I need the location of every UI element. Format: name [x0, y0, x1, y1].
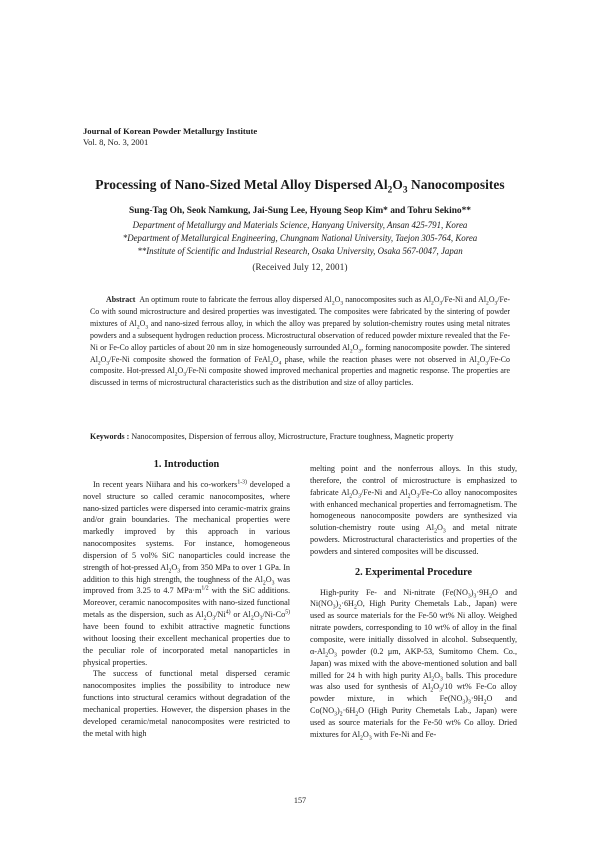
- received-date: (Received July 12, 2001): [252, 262, 348, 272]
- left-column: [83, 446, 290, 739]
- affiliation-1: Department of Metallurgy and Materials Science, Hanyang University, Ansan 425-791, Korea: [132, 220, 468, 230]
- page-number: 157: [293, 796, 307, 805]
- paper-title: Processing of Nano-Sized Metal Alloy Dispersed $Al_2O_3$ Nanocomposites: [95, 177, 505, 196]
- keywords: [90, 431, 530, 442]
- section-heading-experimental: 2. Experimental Procedure: [354, 566, 473, 578]
- affiliation-2: *Department of Metallurgical Engineering, Chungnam National University, Taejon 305-764, Korea: [122, 233, 478, 243]
- abstract: [90, 294, 510, 389]
- journal-name: Journal of Korean Powder Metallurgy Institute: [83, 126, 258, 136]
- abstract-text: An optimum route to fabricate the ferrous alloy dispersed $Al_2O_3$ nanocomposites such as $Al_2O_3/Fe-Ni$ and $Al_2O_3/Fe-Co$ with sound microstructure and desired properties was investigated. The composites were fabricated by the sintering of powder mixtures of $Al_2O_3$ and nano-sized ferrous alloy, in which the alloy was prepared by solution-chemistry routes using metal nitrates powders and a subsequent hydrogen reduction process. Microstructural observation of reduced powder mixture revealed that the Fe-Ni or Fe-Co alloy particles of about 20 nm in size homogeneously surrounded $Al_2O_3$, forming nanocomposite powder. The sintered $Al_2O_3/Fe-Ni$ composite showed the formation of $FeAl_2O_4$ phase, while the reaction phases were not observed in $Al_2O_3/Fe-Co$ composite. Hot-pressed $Al_2O_3/Fe-Ni$ composite showed improved mechanical properties and magnetic response. The properties are discussed in terms of microstructural characteristics such as the distribution and size of alloy particles.: [90, 295, 510, 388]
- journal-header: [83, 126, 383, 148]
- abstract-label: Abstract: [106, 295, 136, 304]
- affiliation-3: **Institute of Scientific and Industrial Research, Osaka University, Osaka 567-0047, Japan: [137, 246, 463, 256]
- paper-authors: Sung-Tag Oh, Seok Namkung, Jai-Sung Lee, Hyoung Seop Kim* and Tohru Sekino**: [129, 206, 471, 216]
- experimental-paragraph-1: High-purity Fe- and Ni-nitrate ($Fe(NO_3)_3\cdot 9H_2O$ and $Ni(NO_3)_2\cdot 6H_2O$, High Purity Chemetals Lab., Japan) were used as source materials for the Fe-50 wt% Ni alloy. Weighed nitrate powders, corresponding to 10 wt% of alloy in the final composite, were initially dissolved in alcohol. Subsequently, $\alpha-Al_2O_3$ powder (0.2 μm, AKP-53, Sumitomo Chem. Co., Japan) was mixed with the above-mentioned solution and ball milled for 24 h with high purity $Al_2O_3$ balls. This procedure was also used for synthesis of $Al_2O_3/10$ wt% Fe-Co alloy powder mixture, in which $Fe(NO_3)_3\cdot 9H_2O$ and $Co(NO_3)_2\cdot 6H_2O$ (High Purity Chemetals Lab., Japan) were used as source materials for the Fe-50 wt% Co alloy. Dried mixtures for $Al_2O_3$ with Fe-Ni and Fe-: [310, 587, 517, 742]
- journal-volume: Vol. 8, No. 3, 2001: [83, 137, 149, 147]
- right-column: [310, 463, 517, 741]
- intro-paragraph-2: The success of functional metal dispersed ceramic nanocomposites implies the possibility to introduce new functions into structural ceramics without degradation of the mechanical properties. However, the dispersion phases in the developed ceramic/metal nanocomposites were restricted to the metal with high: [83, 669, 290, 738]
- section-heading-introduction: 1. Introduction: [153, 459, 220, 470]
- keywords-text: Nanocomposites, Dispersion of ferrous alloy, Microstructure, Fracture toughness, Magnetic property: [131, 432, 454, 441]
- intro-paragraph-1: In recent years Niihara and his co-workers$^{1-3)}$ developed a novel structure so called ceramic nanocomposites, where nano-sized particles were dispersed into ceramic-matrix grains and/or grain boundaries. The mechanical properties were markedly improved by this approach in various nanocomposites systems. For instance, homogeneous dispersion of 5 vol% SiC nanoparticles could increase the strength of hot-pressed $Al_2O_3$ from 350 MPa to over 1 GPa. In addition to this high strength, the toughness of the $Al_2O_3$ was improved from 3.25 to 4.7 $MPa\cdot m^{1/2}$ with the SiC additions. Moreover, ceramic nanocomposites with nano-sized functional metals as the dispersion, such as $Al_2O_3/Ni^{4)}$ or $Al_2O_3/Ni-Co^{5)}$ have been found to exhibit attractive magnetic functions without loosing their excellent mechanical properties due to the peculiar role of incorporated metal nanoparticles in physical properties.: [83, 479, 291, 667]
- intro-paragraph-continued: melting point and the nonferrous alloys. In this study, therefore, the control of microstructure is emphasized to fabricate $Al_2O_3/Fe-Ni$ and $Al_2O_3/Fe-Co$ alloy nanocomposites with enhanced mechanical properties and ferromagnetism. The homogeneous nanocomposite powders are synthesized via solution-chemistry route using $Al_2O_3$ and metal nitrate powders. Microstructural characteristics and properties of the powders and sintered composites will be discussed.: [310, 464, 518, 556]
- keywords-label: Keywords :: [90, 432, 130, 441]
